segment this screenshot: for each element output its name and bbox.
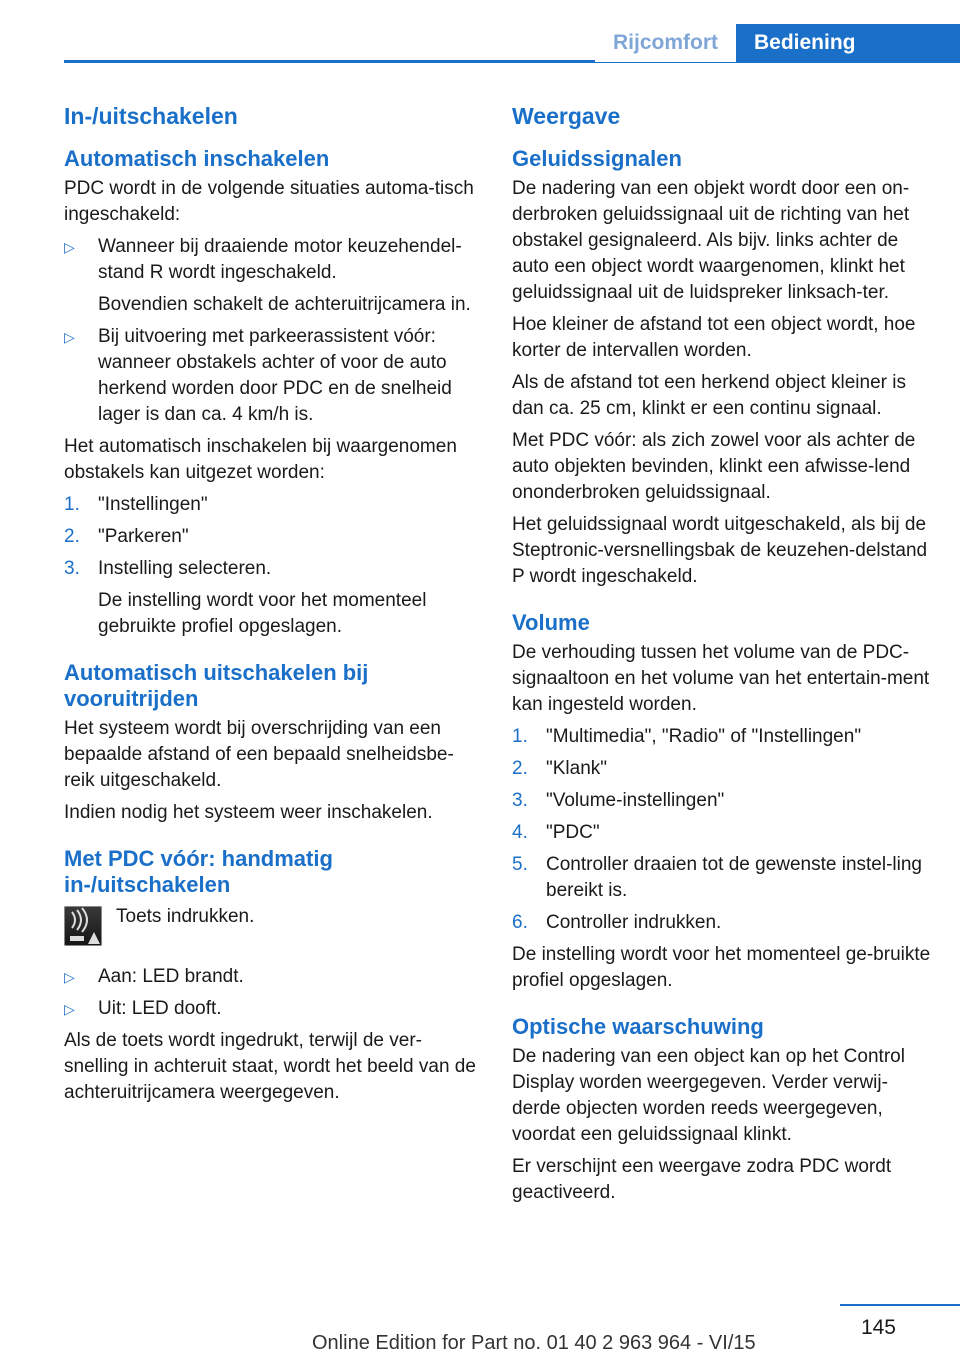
list-item: [64, 524, 482, 550]
list-item: [64, 996, 482, 1022]
paragraph-camera: Als de toets wordt ingedrukt, terwijl de ver-snelling in achteruit staat, wordt het beeld van de achteruitrijcamera weergegeven.: [64, 1030, 476, 1103]
header-tab-bediening: Bediening: [736, 24, 960, 62]
list-item: [512, 788, 932, 814]
step-number: 2.: [64, 526, 80, 547]
list-item-text: Controller draaien tot de gewenste instel-ling bereikt is.: [546, 854, 922, 901]
heading-optische-waarschuwing: Optische waarschuwing: [512, 1014, 764, 1039]
icon-caption: Toets indrukken.: [116, 906, 255, 927]
step-number: 2.: [512, 758, 528, 779]
list-item: [512, 724, 932, 750]
list-item-text: "Multimedia", "Radio" of "Instellingen": [546, 726, 862, 747]
footer-rule: [840, 1304, 960, 1306]
list-item-text: "Klank": [546, 758, 608, 779]
paragraph-volume-saved: De instelling wordt voor het momenteel ge-bruikte profiel opgeslagen.: [512, 944, 931, 991]
paragraph-auto-on: PDC wordt in de volgende situaties automa-tisch ingeschakeld:: [64, 178, 474, 225]
list-item-text: Controller indrukken.: [546, 912, 722, 933]
list-item-text: Wanneer bij draaiende motor keuzehendel-stand R wordt ingeschakeld.: [98, 236, 462, 283]
bullet-list-manual: [64, 964, 482, 1022]
paragraph-switch-off: Het automatisch inschakelen bij waargenomen obstakels kan uitgezet worden:: [64, 436, 457, 483]
heading-weergave: Weergave: [512, 103, 621, 129]
list-item: [512, 756, 932, 782]
list-item: [512, 910, 932, 936]
paragraph-sound-5: Het geluidssignaal wordt uitgeschakeld, als bij de Steptronic-versnellingsbak de keuzehen-delstand P wordt ingeschakeld.: [512, 514, 928, 587]
bullet-list-auto-on: [64, 234, 482, 428]
paragraph-sound-2: Hoe kleiner de afstand tot een object wordt, hoe korter de intervallen worden.: [512, 314, 916, 361]
step-number: 5.: [512, 854, 528, 875]
step-number: 4.: [512, 822, 528, 843]
list-item: [512, 820, 932, 846]
heading-volume: Volume: [512, 610, 590, 635]
paragraph-auto-off-1: Het systeem wordt bij overschrijding van een bepaalde afstand of een bepaald snelheidsbe-reik uitgeschakeld.: [64, 718, 454, 791]
paragraph-sound-1: De nadering van een objekt wordt door een on-derbroken geluidssignaal uit de richting van het obstakel gesignaleerd. Als bijv. links achter de auto een object wordt waargenomen, klinkt het geluidssignaal uit de luidspreker linksach-ter.: [512, 178, 910, 303]
header-tab-rijcomfort: Rijcomfort: [595, 24, 736, 62]
paragraph-volume: De verhouding tussen het volume van de PDC-signaaltoon en het volume van het entertain-ment kan ingesteld worden.: [512, 642, 930, 715]
list-item-text: "PDC": [546, 822, 600, 843]
heading-automatisch-inschakelen: Automatisch inschakelen: [64, 146, 330, 171]
step-number: 3.: [64, 558, 80, 579]
list-item-text: Bij uitvoering met parkeerassistent vóór: wanneer obstakels achter of voor de auto herkend worden door PDC en de snelheid lager is dan ca. 4 km/h is.: [98, 326, 452, 425]
paragraph-sound-3: Als de afstand tot een herkend object kleiner is dan ca. 25 cm, klinkt er een continu signaal.: [512, 372, 906, 419]
left-column: [64, 100, 482, 1112]
steps-list-right: [512, 724, 932, 936]
paragraph-sound-4: Met PDC vóór: als zich zowel voor als achter de auto objekten bevinden, klinkt een afwisse-lend ononderbroken geluidssignaal.: [512, 430, 916, 503]
list-item: [64, 964, 482, 990]
heading-geluidssignalen: Geluidssignalen: [512, 146, 682, 171]
paragraph-optical-2: Er verschijnt een weergave zodra PDC wordt geactiveerd.: [512, 1156, 892, 1203]
list-item: [64, 324, 482, 428]
pdc-button-icon: [64, 906, 102, 946]
heading-in-uitschakelen: In-/uitschakelen: [64, 103, 238, 129]
list-item-text: "Volume-instellingen": [546, 790, 725, 811]
step-number: 6.: [512, 912, 528, 933]
list-item-text: Aan: LED brandt.: [98, 966, 244, 987]
step-number: 3.: [512, 790, 528, 811]
triangle-bullet-icon: ▷: [64, 969, 75, 985]
paragraph-auto-off-2: Indien nodig het systeem weer inschakelen.: [64, 802, 433, 823]
list-item: [64, 556, 482, 640]
list-item: [64, 492, 482, 518]
step-number: 1.: [512, 726, 528, 747]
steps-list-left: [64, 492, 482, 640]
list-item-text: Uit: LED dooft.: [98, 998, 222, 1019]
list-item-text: Instelling selecteren.: [98, 558, 272, 579]
heading-handmatig: Met PDC vóór: handmatig in-/uitschakelen: [64, 846, 333, 897]
list-item-text: "Parkeren": [98, 526, 189, 547]
heading-automatisch-uitschakelen: Automatisch uitschakelen bij vooruitrijden: [64, 660, 369, 711]
list-item-text: "Instellingen": [98, 494, 208, 515]
triangle-bullet-icon: ▷: [64, 1001, 75, 1017]
list-item-subtext: Bovendien schakelt de achteruitrijcamera in.: [98, 294, 471, 315]
list-item-subtext: De instelling wordt voor het momenteel gebruikte profiel opgeslagen.: [98, 590, 427, 637]
paragraph-optical-1: De nadering van een object kan op het Control Display worden weergegeven. Verder verwij-derde objecten worden reeds weergegeven, voordat een geluidssignaal klinkt.: [512, 1046, 905, 1145]
list-item: [64, 234, 482, 318]
triangle-bullet-icon: ▷: [64, 329, 75, 345]
page-number: 145: [860, 1316, 896, 1339]
triangle-bullet-icon: ▷: [64, 239, 75, 255]
right-column: [512, 100, 932, 1212]
pdc-button-row: [64, 904, 482, 954]
edition-footer: Online Edition for Part no. 01 40 2 963 964 - VI/15: [312, 1332, 756, 1354]
step-number: 1.: [64, 494, 80, 515]
list-item: [512, 852, 932, 904]
